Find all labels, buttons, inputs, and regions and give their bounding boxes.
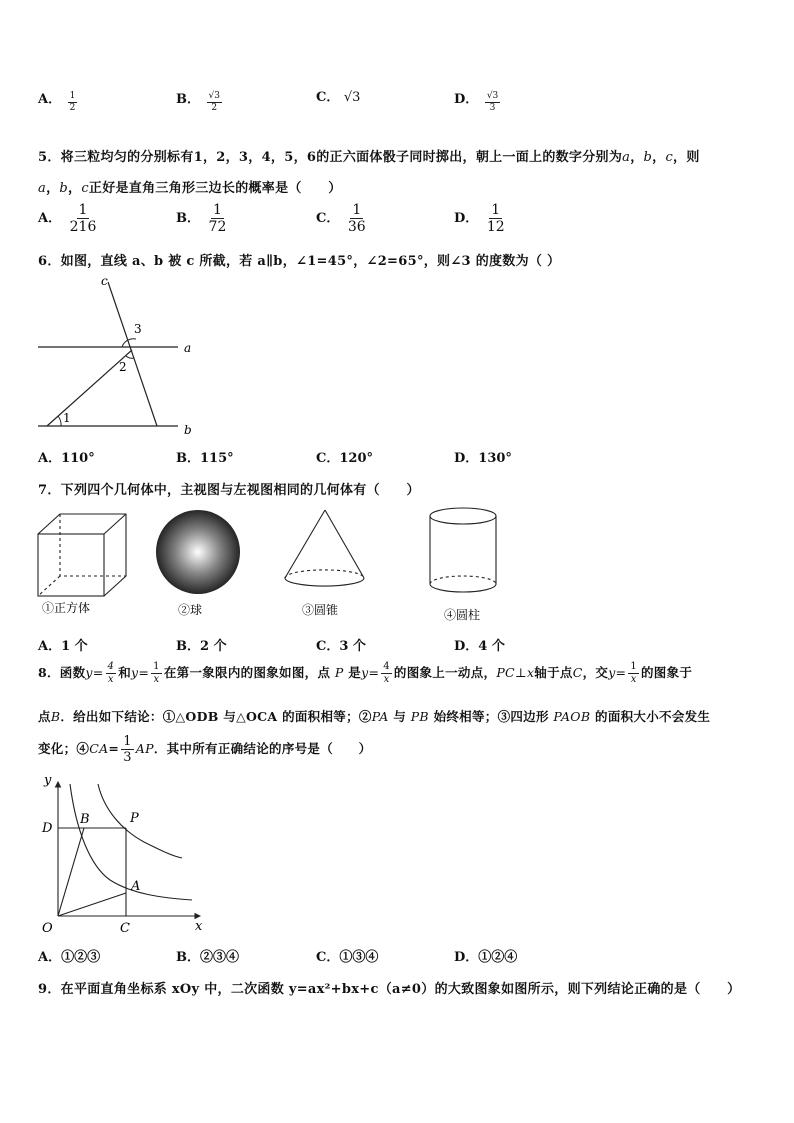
option-label: D． xyxy=(454,639,479,654)
label-P: P xyxy=(130,811,139,826)
option-label: A． xyxy=(38,451,62,466)
text: 是 xyxy=(348,665,362,680)
label-C: C xyxy=(120,921,130,936)
label-B: B xyxy=(80,812,90,827)
cylinder-shape xyxy=(430,508,496,592)
var: c xyxy=(665,150,674,165)
numerator: 1 xyxy=(630,661,637,672)
numerator: 1 xyxy=(69,91,76,101)
text: 始终相等；③四边形 xyxy=(433,709,549,724)
denominator: 72 xyxy=(208,219,227,235)
text: = xyxy=(108,741,120,756)
q5-question-line2: a，b，c正好是直角三角形三边长的概率是（ ） xyxy=(38,181,342,196)
sphere-shape xyxy=(156,510,240,594)
q8-question-line1 xyxy=(38,662,692,685)
segment-OA xyxy=(58,893,126,916)
q4-option-c[interactable] xyxy=(316,86,360,105)
var: CA xyxy=(89,741,109,756)
fraction xyxy=(106,662,117,685)
label-angle2: 2 xyxy=(119,360,127,374)
text: 的面积大小不会发生 xyxy=(595,709,711,724)
denominator: 36 xyxy=(347,219,366,235)
q5-option-b[interactable] xyxy=(176,203,230,234)
option-value: 3 个 xyxy=(339,639,366,654)
q4-option-b[interactable] xyxy=(176,86,224,113)
option-label: D． xyxy=(454,92,479,107)
denominator: x xyxy=(630,674,637,685)
q6-option-b[interactable] xyxy=(176,447,234,466)
var: C xyxy=(572,665,583,680)
curve-y-4-over-x xyxy=(98,784,182,858)
option-value: ②③④ xyxy=(200,950,240,965)
numerator: √3 xyxy=(208,91,220,101)
q8-option-b[interactable] xyxy=(176,946,239,965)
q9-question xyxy=(38,978,740,997)
text: 9．在平面直角坐标系 xOy 中，二次函数 y=ax²+bx+c（a≠0）的大致图象如图所示，则下列结论正确的是（ ） xyxy=(38,982,741,997)
fraction xyxy=(207,203,229,234)
var: B xyxy=(50,709,61,724)
q5-question-line1: 5．将三粒均匀的分别标有1，2，3，4，5，6的正六面体骰子同时掷出，朝上一面上的数字分别为a，b，c，则 xyxy=(38,150,700,165)
option-label: B． xyxy=(176,92,200,107)
numerator: √3 xyxy=(486,91,499,101)
text: 轴于点 xyxy=(534,665,573,680)
label-O: O xyxy=(42,921,53,936)
var: a xyxy=(38,181,47,196)
numerator: 4 xyxy=(107,661,115,672)
label-sphere: ②球 xyxy=(178,603,203,617)
numerator: 4 xyxy=(383,661,390,672)
q8-option-a[interactable] xyxy=(38,946,100,965)
var: PC⊥x xyxy=(496,665,535,680)
var: PAOB xyxy=(553,709,591,724)
q8-option-d[interactable] xyxy=(454,946,517,965)
label-cube: ①正方体 xyxy=(42,601,91,615)
segment-OB xyxy=(58,828,84,916)
option-value: 115° xyxy=(200,451,234,466)
option-label: B． xyxy=(176,211,200,226)
q4-option-a[interactable] xyxy=(38,86,79,113)
label-angle3: 3 xyxy=(134,322,142,336)
q7-option-a[interactable] xyxy=(38,635,88,654)
fraction xyxy=(381,662,392,685)
var: PB xyxy=(410,709,429,724)
denominator: x xyxy=(153,674,160,685)
option-label: A． xyxy=(38,639,62,654)
label-b: b xyxy=(184,423,192,437)
angle1-arc xyxy=(58,416,61,426)
option-value: 4 个 xyxy=(478,639,505,654)
option-label: C． xyxy=(316,451,340,466)
q6-option-c[interactable] xyxy=(316,447,373,466)
q6-option-d[interactable] xyxy=(454,447,512,466)
fraction xyxy=(68,203,99,234)
label-x: x xyxy=(195,919,203,934)
option-label: C． xyxy=(316,90,340,105)
numerator: 1 xyxy=(78,202,88,218)
q5-option-c[interactable] xyxy=(316,203,370,234)
var: b xyxy=(643,150,653,165)
q8-option-c[interactable] xyxy=(316,946,378,965)
q7-option-b[interactable] xyxy=(176,635,227,654)
var: P xyxy=(334,665,344,680)
cone-shape xyxy=(285,510,364,586)
text: ，交 xyxy=(582,665,609,680)
q6-question xyxy=(38,250,560,269)
label-y: y xyxy=(44,773,52,788)
q4-option-d[interactable] xyxy=(454,86,502,113)
q7-solids-figure xyxy=(30,500,510,630)
q5-option-a[interactable] xyxy=(38,203,100,234)
text: 正好是直角三角形三边长的概率是（ ） xyxy=(88,181,342,196)
var: y= xyxy=(608,665,627,680)
var: y= xyxy=(361,665,380,680)
numerator: 1 xyxy=(153,661,160,672)
option-value: 130° xyxy=(478,451,512,466)
option-value: 110° xyxy=(61,451,95,466)
text: 的图象于 xyxy=(641,665,693,680)
q6-parallel-lines-figure xyxy=(30,270,210,440)
text: 7．下列四个几何体中，主视图与左视图相同的几何体有（ ） xyxy=(38,483,420,498)
option-value: ①③④ xyxy=(339,950,379,965)
text: 变化；④ xyxy=(38,741,90,756)
option-value: 2 个 xyxy=(200,639,227,654)
text: 6．如图，直线 a、b 被 c 所截，若 a∥b，∠1=45°，∠2=65°，则∠3 的度数为（ ） xyxy=(38,254,561,269)
q8-question-line3 xyxy=(38,735,371,764)
q8-question-line2 xyxy=(38,707,710,725)
text: 5．将三粒均匀的分别标有1，2，3，4，5，6的正六面体骰子同时掷出，朝上一面上的数字分别为 xyxy=(38,150,623,165)
cube-shape xyxy=(38,514,126,596)
fraction xyxy=(628,662,639,685)
label-A: A xyxy=(131,879,141,894)
label-c: c xyxy=(101,274,108,288)
q7-question xyxy=(38,479,420,498)
numerator: 1 xyxy=(123,734,132,749)
line-c xyxy=(108,282,157,426)
fraction xyxy=(207,92,222,113)
option-label: D． xyxy=(454,211,479,226)
denominator: 2 xyxy=(211,103,218,113)
fraction xyxy=(121,735,134,764)
label-a: a xyxy=(184,341,192,355)
var: AP xyxy=(135,741,154,756)
text: ．其中所有正确结论的序号是（ ） xyxy=(153,741,372,756)
var: c xyxy=(81,181,89,196)
q8-hyperbola-figure xyxy=(32,770,212,940)
text: 在第一象限内的图象如图，点 xyxy=(163,665,331,680)
option-value: 120° xyxy=(339,451,373,466)
denominator: 216 xyxy=(69,219,97,235)
option-label: B． xyxy=(176,451,200,466)
option-label: A． xyxy=(38,950,62,965)
var: a xyxy=(622,150,631,165)
option-label: D． xyxy=(454,451,479,466)
option-label: B． xyxy=(176,639,200,654)
text: 则 xyxy=(686,150,700,165)
option-label: A． xyxy=(38,211,62,226)
denominator: 2 xyxy=(69,103,76,113)
text: 8．函数 xyxy=(38,665,86,680)
label-cylinder: ④圆柱 xyxy=(444,608,481,622)
text: 的图象上一动点， xyxy=(393,665,497,680)
denominator: x xyxy=(383,674,390,685)
q6-option-a[interactable] xyxy=(38,447,95,466)
text: ．给出如下结论：①△ODB 与△OCA 的面积相等；② xyxy=(60,709,372,724)
q5-option-d[interactable] xyxy=(454,203,509,234)
denominator: 3 xyxy=(489,103,496,113)
option-label: D． xyxy=(454,950,479,965)
denominator: 3 xyxy=(123,750,132,765)
q7-option-c[interactable] xyxy=(316,635,366,654)
text: 点 xyxy=(38,709,51,724)
fraction xyxy=(68,92,78,113)
denominator: 12 xyxy=(486,219,505,235)
fraction xyxy=(485,203,507,234)
text: 与 xyxy=(393,709,407,724)
label-angle1: 1 xyxy=(63,411,71,425)
label-cone: ③圆锥 xyxy=(302,603,339,617)
label-D: D xyxy=(42,821,53,836)
numerator: 1 xyxy=(352,202,362,218)
var: b xyxy=(59,181,68,196)
var: y= xyxy=(131,665,150,680)
option-label: C． xyxy=(316,211,340,226)
fraction xyxy=(346,203,368,234)
q7-option-d[interactable] xyxy=(454,635,505,654)
fraction xyxy=(151,662,162,685)
option-value: √3 xyxy=(343,90,361,105)
option-label: A． xyxy=(38,92,62,107)
option-value: ①②③ xyxy=(61,950,101,965)
denominator: x xyxy=(107,674,114,685)
numerator: 1 xyxy=(212,202,222,218)
option-label: C． xyxy=(316,639,340,654)
option-label: B． xyxy=(176,950,200,965)
var: PA xyxy=(371,709,389,724)
option-value: ①②④ xyxy=(478,950,518,965)
option-value: 1 个 xyxy=(61,639,88,654)
numerator: 1 xyxy=(491,202,501,218)
text: 和 xyxy=(118,665,132,680)
option-label: C． xyxy=(316,950,340,965)
fraction xyxy=(485,92,500,113)
var: y= xyxy=(85,665,104,680)
